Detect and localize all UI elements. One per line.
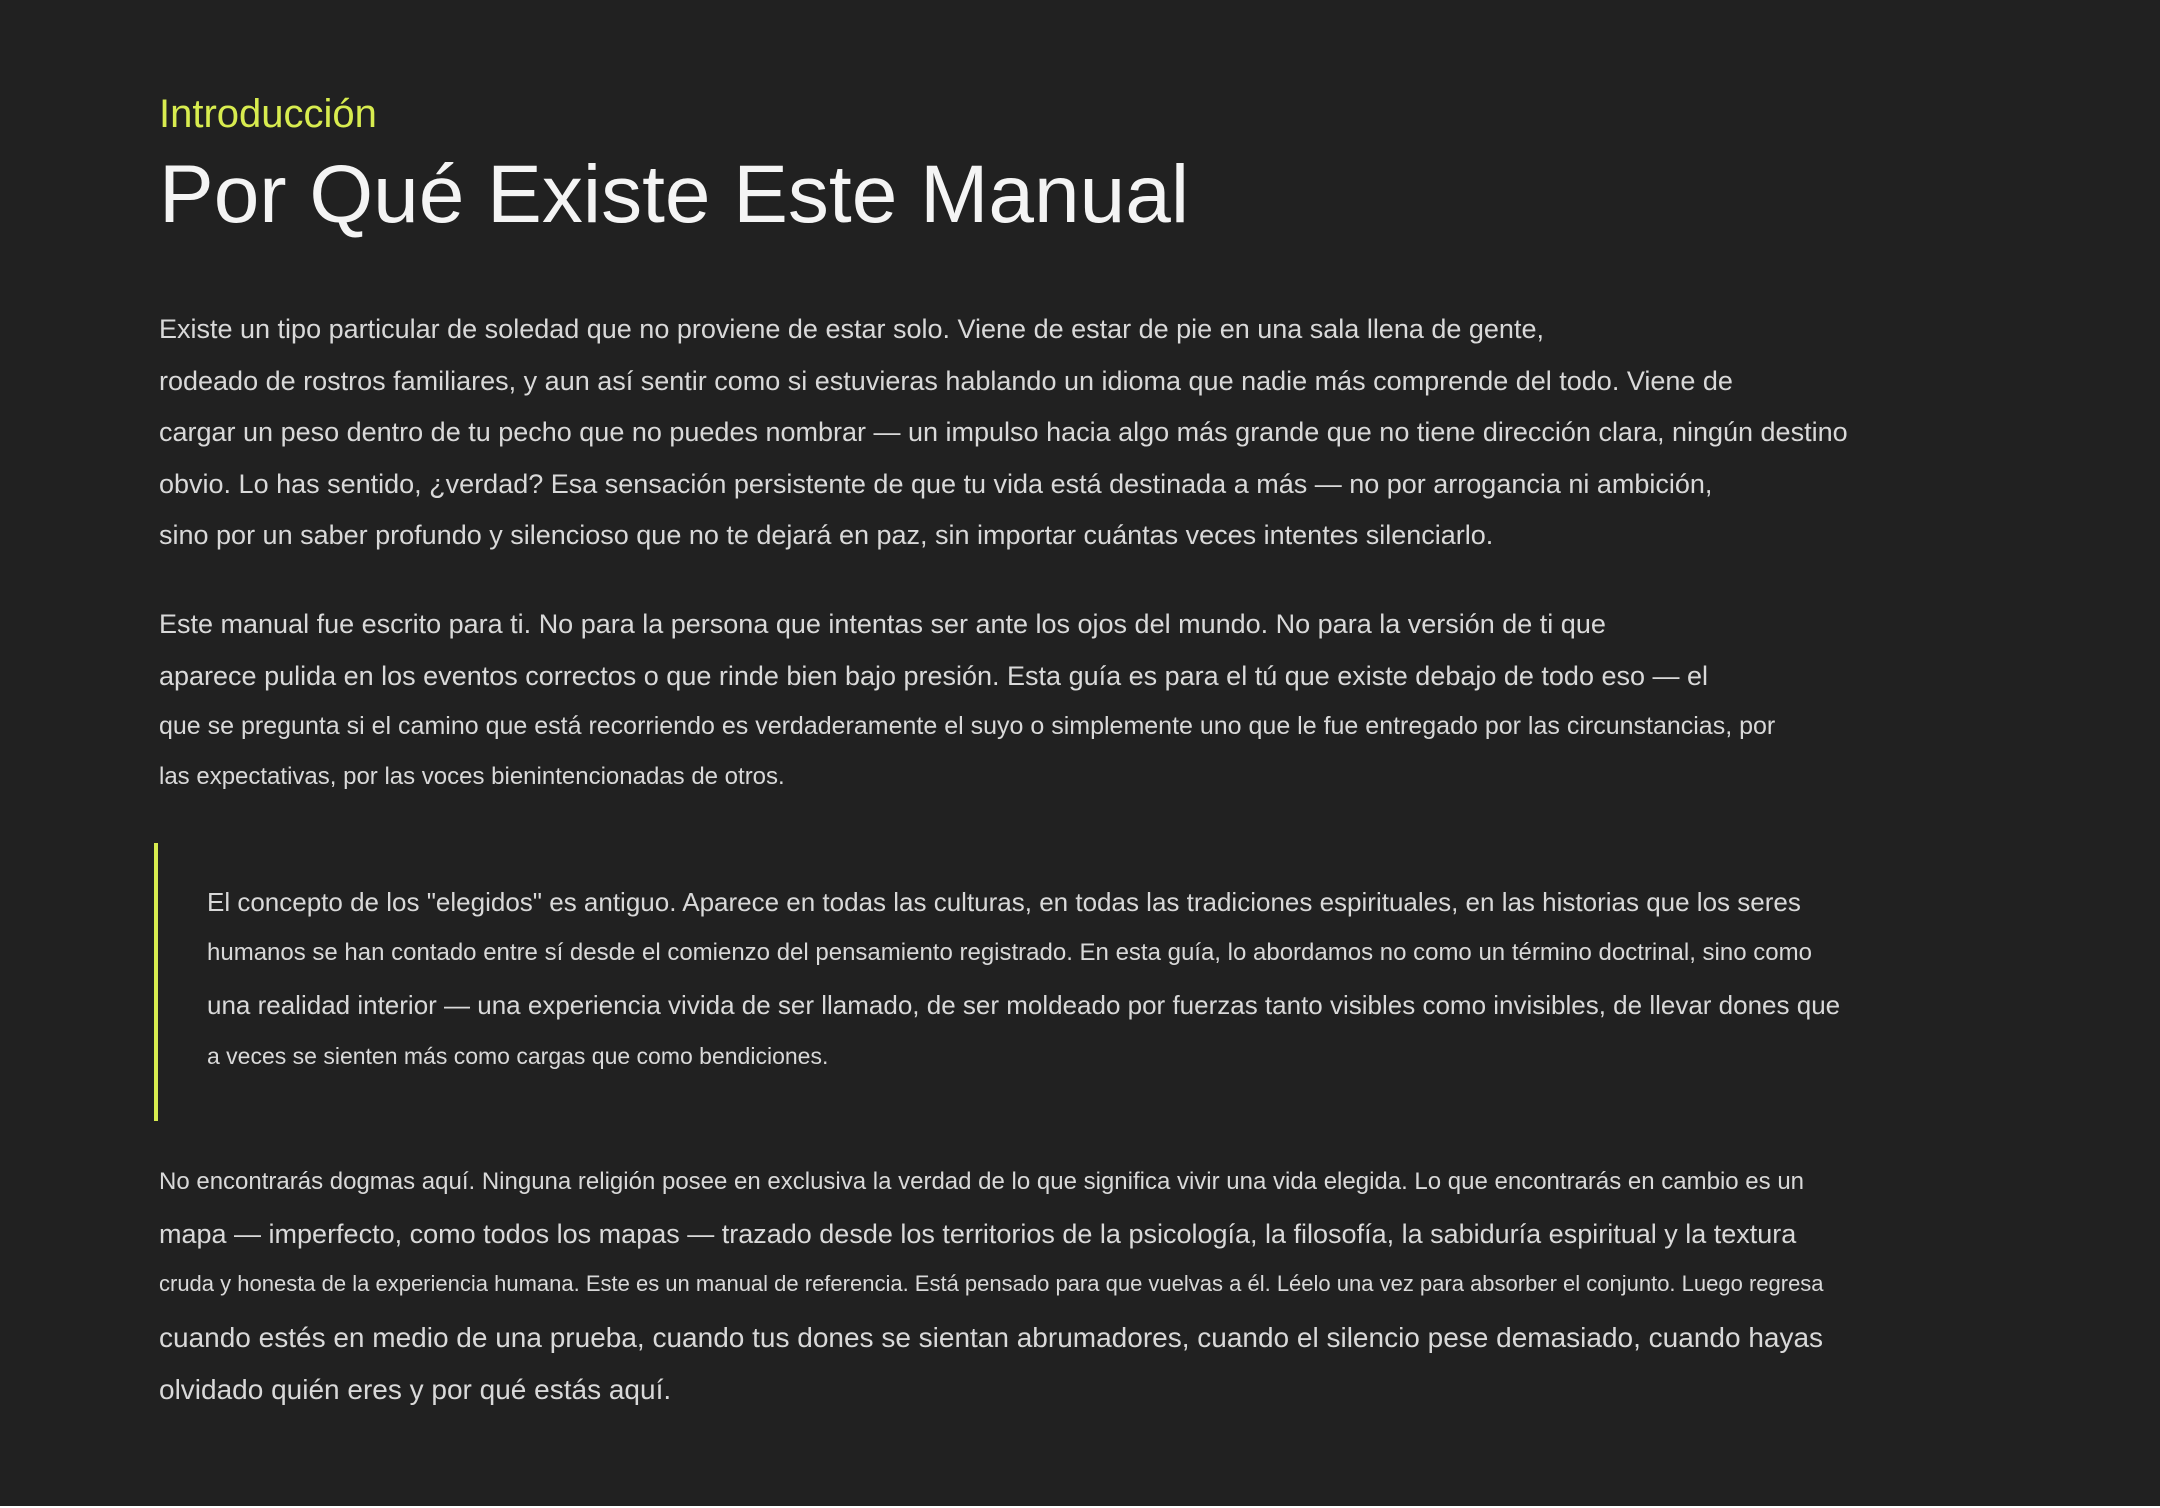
page-title: Por Qué Existe Este Manual	[159, 149, 1190, 240]
blockquote-line: El concepto de los "elegidos" es antiguo. Aparece en todas las culturas, en todas las tradiciones espirituales, en las historias que los seres	[207, 887, 1801, 917]
paragraph-line: aparece pulida en los eventos correctos o que rinde bien bajo presión. Esta guía es para el tú que existe debajo de todo eso — el	[159, 661, 1709, 691]
paragraph-line: cargar un peso dentro de tu pecho que no puedes nombrar — un impulso hacia algo más grande que no tiene dirección clara, ningún destino	[159, 417, 1848, 447]
paragraph-line: que se pregunta si el camino que está recorriendo es verdaderamente el suyo o simplemente uno que le fue entregado por las circunstancias, por	[159, 712, 1776, 740]
paragraph-line: obvio. Lo has sentido, ¿verdad? Esa sensación persistente de que tu vida está destinada a más — no por arrogancia ni ambición,	[159, 469, 1713, 499]
blockquote-line: una realidad interior — una experiencia vivida de ser llamado, de ser moldeado por fuerzas tanto visibles como invisibles, de llevar dones que	[207, 990, 1841, 1020]
blockquote-accent-bar	[154, 843, 158, 1121]
paragraph-line: las expectativas, por las voces bienintencionadas de otros.	[159, 763, 785, 790]
paragraph-line: cruda y honesta de la experiencia humana. Este es un manual de referencia. Está pensado para que vuelvas a él. Léelo una vez para absorber el conjunto. Luego regresa	[159, 1271, 1824, 1296]
blockquote-line: a veces se sienten más como cargas que como bendiciones.	[207, 1043, 829, 1069]
paragraph-line: mapa — imperfecto, como todos los mapas — trazado desde los territorios de la psicología, la filosofía, la sabiduría espiritual y la textura	[159, 1219, 1797, 1249]
blockquote-line: humanos se han contado entre sí desde el comienzo del pensamiento registrado. En esta guía, lo abordamos no como un término doctrinal, sino como	[207, 939, 1812, 966]
paragraph-line: Este manual fue escrito para ti. No para la persona que intentas ser ante los ojos del mundo. No para la versión de ti que	[159, 609, 1606, 639]
section-eyebrow: Introducción	[159, 92, 377, 136]
paragraph-line: rodeado de rostros familiares, y aun así sentir como si estuvieras hablando un idioma que nadie más comprende del todo. Viene de	[159, 366, 1733, 396]
paragraph-line: No encontrarás dogmas aquí. Ninguna religión posee en exclusiva la verdad de lo que significa vivir una vida elegida. Lo que encontrarás en cambio es un	[159, 1168, 1805, 1195]
paragraph-line: Existe un tipo particular de soledad que no proviene de estar solo. Viene de estar de pie en una sala llena de gente,	[159, 314, 1544, 344]
paragraph-line: cuando estés en medio de una prueba, cuando tus dones se sientan abrumadores, cuando el silencio pese demasiado, cuando hayas	[159, 1322, 1824, 1353]
paragraph-line: sino por un saber profundo y silencioso que no te dejará en paz, sin importar cuántas veces intentes silenciarlo.	[159, 520, 1494, 550]
paragraph-line: olvidado quién eres y por qué estás aquí.	[159, 1374, 672, 1405]
